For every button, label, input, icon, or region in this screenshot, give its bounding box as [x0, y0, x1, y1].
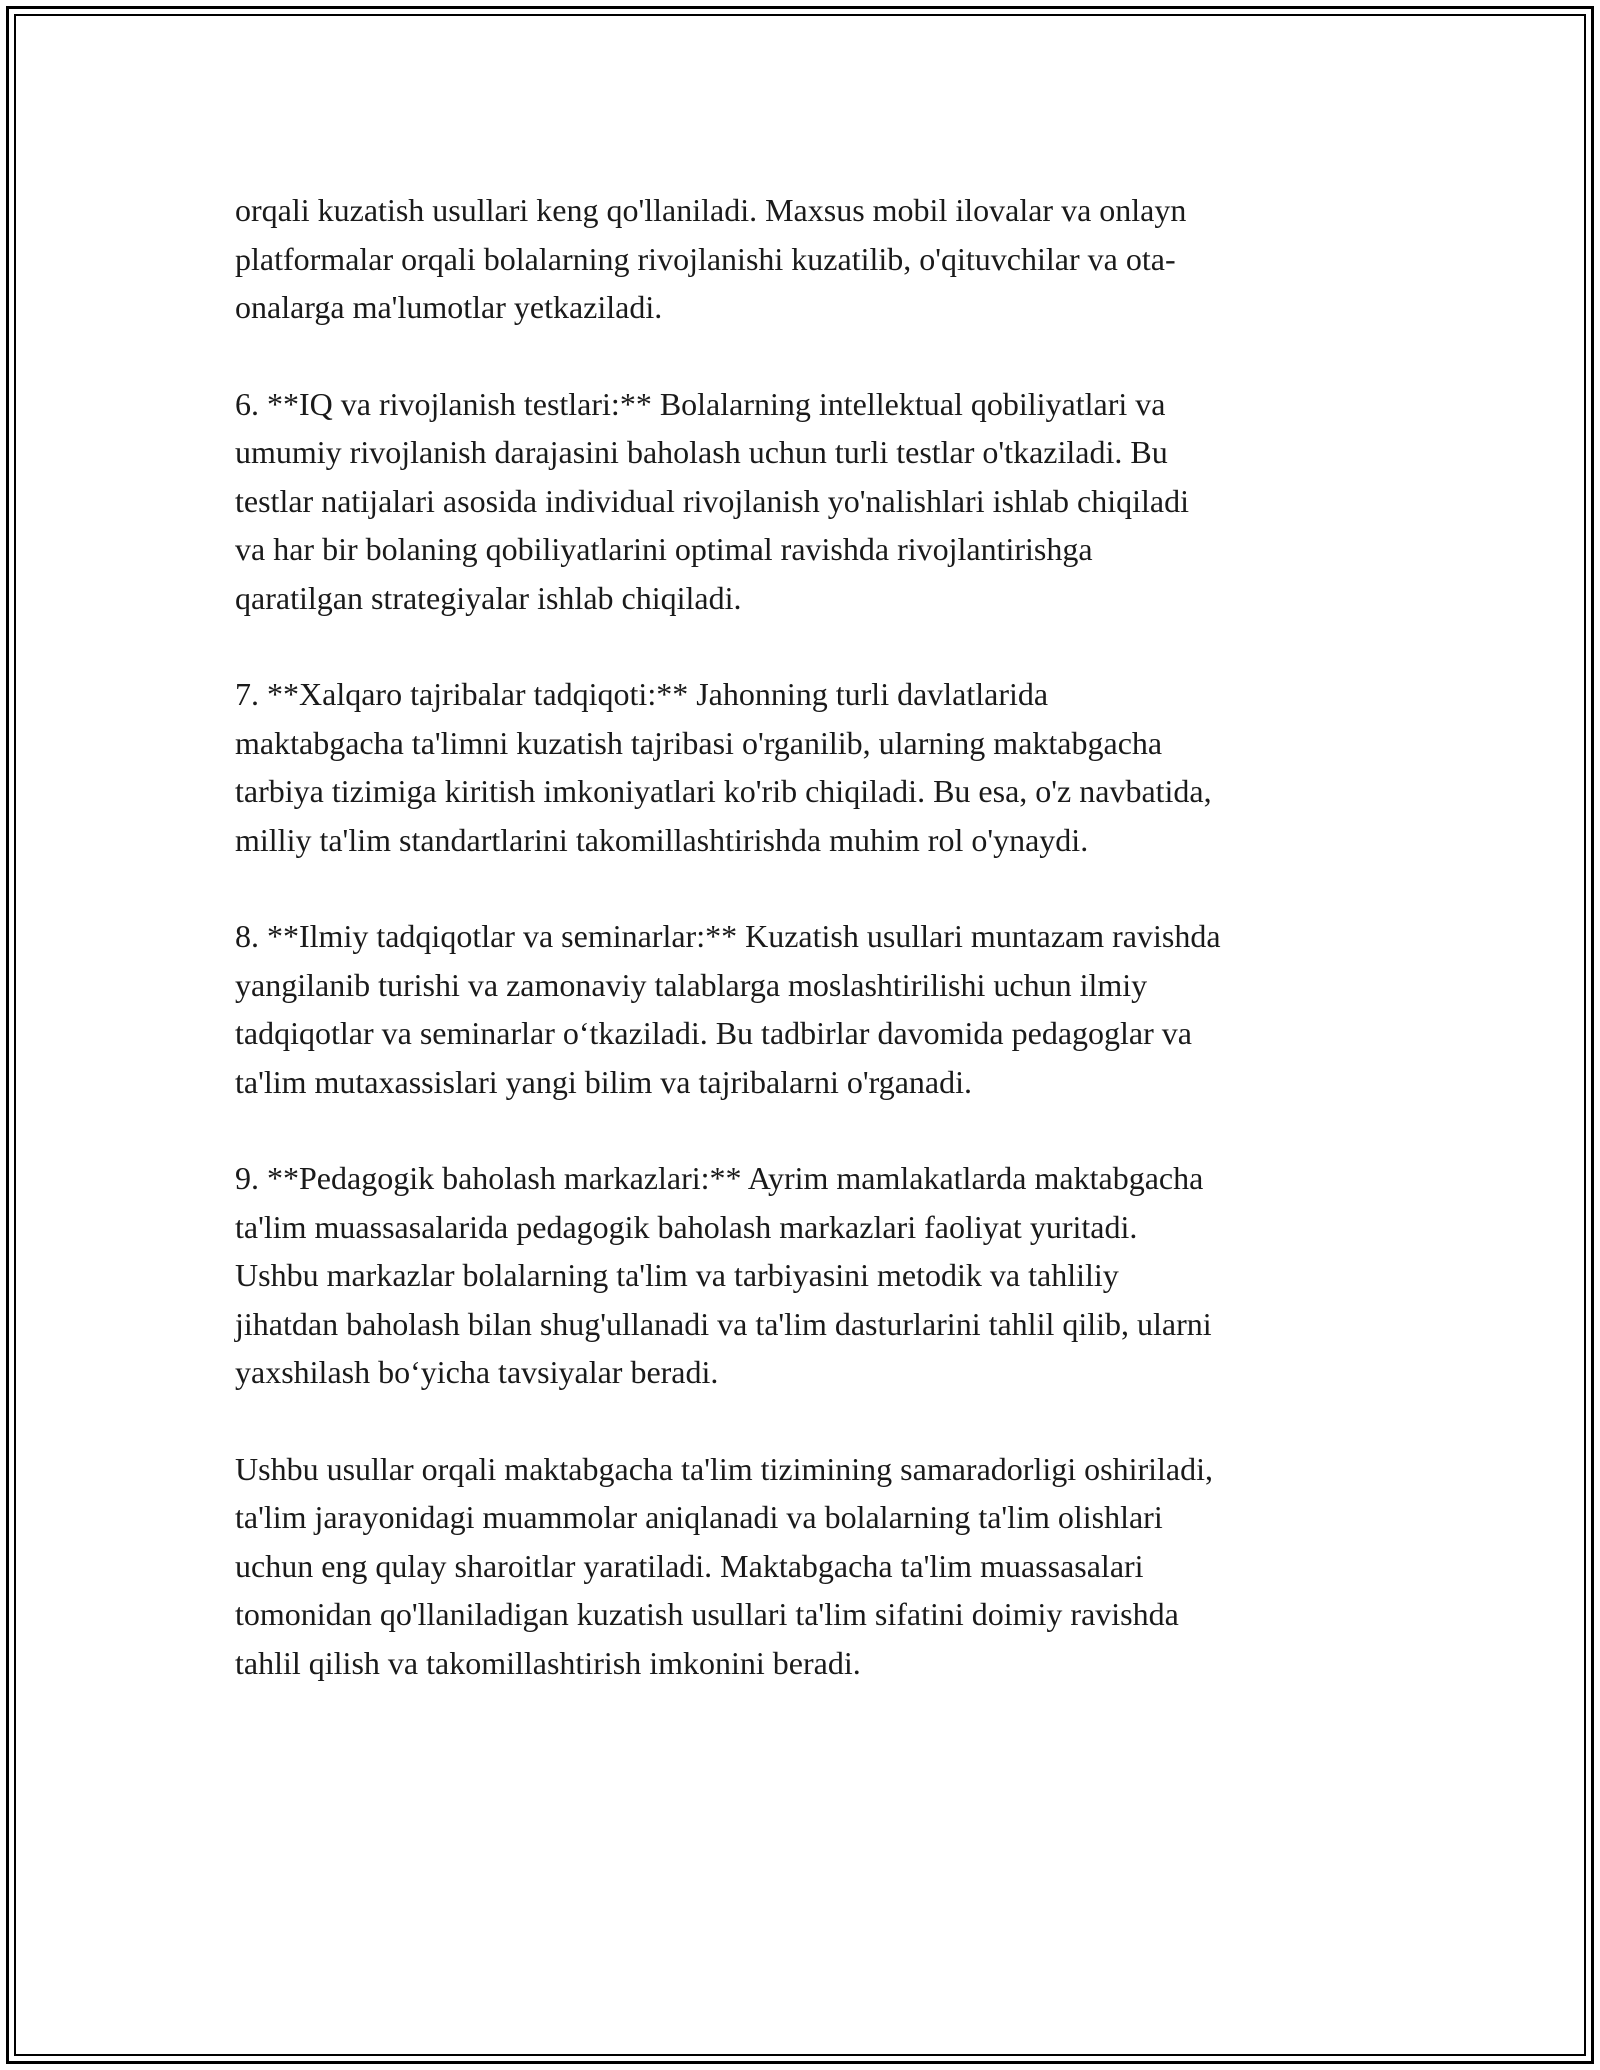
paragraph-iq-tests: 6. **IQ va rivojlanish testlari:** Bolalarning intellektual qobiliyatlari va umumiy rivojlanish darajasini baholash uchun turli testlar o'tkaziladi. Bu testlar natijalari asosida individual rivojlanish yo'nalishlari ishlab chiqiladi va har bir bolaning qobiliyatlarini optimal ravishda rivojlantirishga qaratilgan strategiyalar ishlab chiqiladi.	[235, 385, 1189, 616]
paragraph-international-research: 7. **Xalqaro tajribalar tadqiqoti:** Jahonning turli davlatlarida maktabgacha ta'limni kuzatish tajribasi o'rganilib, ularning maktabgacha tarbiya tizimiga kiritish imkoniyatlari ko'rib chiqiladi. Bu esa, o'z navbatida, milliy ta'lim standartlarini takomillashtirishda muhim rol o'ynaydi.	[235, 676, 1212, 858]
document-body	[235, 186, 1375, 1735]
paragraph-assessment-centers: 9. **Pedagogik baholash markazlari:** Ayrim mamlakatlarda maktabgacha ta'lim muassasalarida pedagogik baholash markazlari faoliyat yuritadi. Ushbu markazlar bolalarning ta'lim va tarbiyasini metodik va tahliliy jihatdan baholash bilan shug'ullanadi va ta'lim dasturlarini tahlil qilib, ularni yaxshilash bo‘yicha tavsiyalar beradi.	[235, 1160, 1212, 1390]
paragraph-scientific-seminars: 8. **Ilmiy tadqiqotlar va seminarlar:** Kuzatish usullari muntazam ravishda yangilanib turishi va zamonaviy talablarga moslashtirilishi uchun ilmiy tadqiqotlar va seminarlar o‘tkaziladi. Bu tadbirlar davomida pedagoglar va ta'lim mutaxassislari yangi bilim va tajribalarni o'rganadi.	[235, 918, 1221, 1100]
paragraph-intro-continuation: orqali kuzatish usullari keng qo'llaniladi. Maxsus mobil ilovalar va onlayn platformalar orqali bolalarning rivojlanishi kuzatilib, o'qituvchilar va ota- onalarga ma'lumotlar yetkaziladi.	[235, 192, 1187, 325]
paragraph-conclusion: Ushbu usullar orqali maktabgacha ta'lim tizimining samaradorligi oshiriladi, ta'lim jarayonidagi muammolar aniqlanadi va bolalarning ta'lim olishlari uchun eng qulay sharoitlar yaratiladi. Maktabgacha ta'lim muassasalari tomonidan qo'llaniladigan kuzatish usullari ta'lim sifatini doimiy ravishda tahlil qilish va takomillashtirish imkonini beradi.	[235, 1450, 1213, 1681]
